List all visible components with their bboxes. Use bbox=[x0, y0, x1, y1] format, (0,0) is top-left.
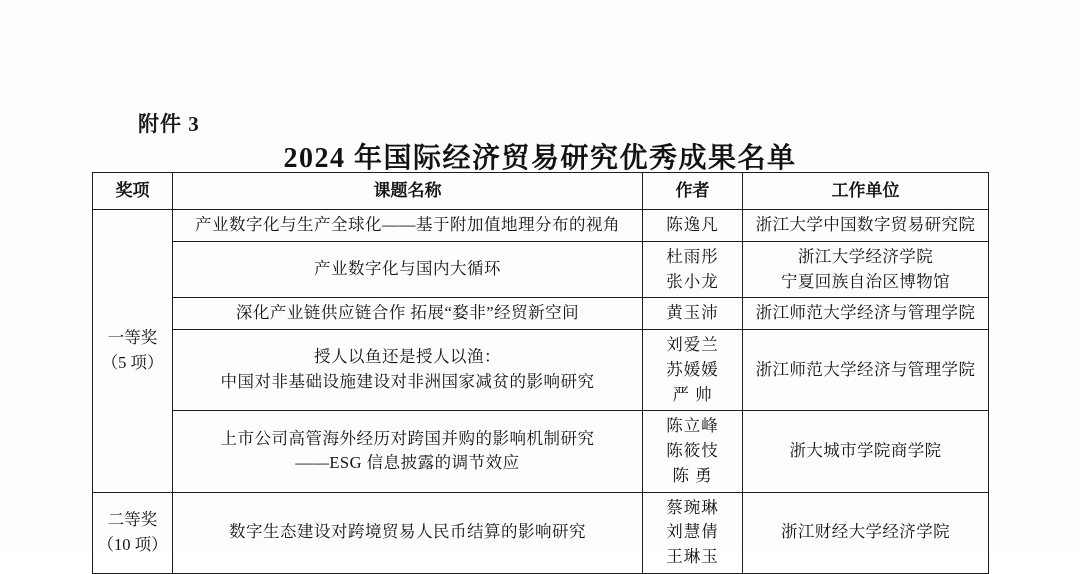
unit-cell bbox=[743, 210, 989, 242]
table-row bbox=[93, 492, 989, 573]
topic-line: ——ESG 信息披露的调节效应 bbox=[295, 453, 520, 473]
unit-cell bbox=[743, 492, 989, 573]
topic-cell bbox=[173, 210, 643, 242]
page-bottom-clip bbox=[0, 543, 1080, 549]
topic-cell bbox=[173, 298, 643, 330]
topic-line: 上市公司高管海外经历对跨国并购的影响机制研究 bbox=[220, 428, 595, 448]
author-name: 陈 勇 bbox=[672, 465, 713, 485]
author-cell bbox=[643, 411, 743, 492]
attachment-label: 附件 3 bbox=[138, 112, 200, 136]
table-row bbox=[93, 298, 989, 330]
topic-line: 中国对非基础设施建设对非洲国家减贫的影响研究 bbox=[220, 372, 595, 392]
column-header-topic: 课题名称 bbox=[173, 173, 643, 210]
table-row bbox=[93, 210, 989, 242]
unit-line: 浙江师范大学经济与管理学院 bbox=[755, 359, 976, 379]
author-name: 杜雨彤 bbox=[666, 246, 719, 266]
table-row bbox=[93, 330, 989, 411]
unit-line: 浙江财经大学经济学院 bbox=[781, 522, 950, 542]
author-cell bbox=[643, 330, 743, 411]
topic-cell bbox=[173, 241, 643, 298]
topic-line: 授人以鱼还是授人以渔： bbox=[314, 347, 501, 367]
table-row bbox=[93, 241, 989, 298]
author-cell bbox=[643, 492, 743, 573]
topic-line: 数字生态建设对跨境贸易人民币结算的影响研究 bbox=[229, 522, 586, 542]
page-title: 2024 年国际经济贸易研究优秀成果名单 bbox=[283, 143, 797, 174]
unit-cell bbox=[743, 298, 989, 330]
author-name: 严 帅 bbox=[672, 384, 713, 404]
author-name: 张小龙 bbox=[666, 271, 719, 291]
table-header-row bbox=[93, 173, 989, 210]
unit-line: 浙江大学经济学院 bbox=[797, 246, 934, 266]
unit-cell bbox=[743, 241, 989, 298]
topic-cell bbox=[173, 492, 643, 573]
column-header-author: 作者 bbox=[643, 173, 743, 210]
award-group-name: 一等奖 bbox=[107, 328, 158, 347]
award-group-cell bbox=[93, 492, 173, 573]
unit-cell bbox=[743, 330, 989, 411]
author-name: 王琳玉 bbox=[666, 547, 719, 566]
award-list-table bbox=[92, 172, 989, 574]
award-group-name: 二等奖 bbox=[107, 509, 158, 529]
author-cell bbox=[643, 210, 743, 242]
author-name: 黄玉沛 bbox=[666, 303, 719, 323]
column-header-unit: 工作单位 bbox=[743, 173, 989, 210]
topic-cell bbox=[173, 330, 643, 411]
author-name: 苏媛媛 bbox=[666, 359, 719, 379]
unit-line: 浙江大学中国数字贸易研究院 bbox=[755, 215, 976, 234]
topic-cell bbox=[173, 411, 643, 492]
topic-line: 产业数字化与国内大循环 bbox=[314, 259, 501, 279]
award-group-cell bbox=[93, 210, 173, 493]
author-cell bbox=[643, 241, 743, 298]
unit-line: 浙大城市学院商学院 bbox=[789, 441, 942, 460]
unit-cell bbox=[743, 411, 989, 492]
author-cell bbox=[643, 298, 743, 330]
author-name: 陈逸凡 bbox=[666, 215, 719, 234]
topic-line: 产业数字化与生产全球化——基于附加值地理分布的视角 bbox=[195, 215, 620, 234]
author-name: 陈立峰 bbox=[666, 416, 719, 436]
award-group-count: （5 项） bbox=[101, 352, 164, 372]
table-row bbox=[93, 411, 989, 492]
author-name: 蔡琬琳 bbox=[666, 497, 719, 517]
author-name: 刘慧倩 bbox=[666, 522, 719, 542]
author-name: 陈筱忮 bbox=[666, 441, 719, 460]
topic-line: 深化产业链供应链合作 拓展“婺非”经贸新空间 bbox=[235, 303, 580, 323]
award-group-count: （10 项） bbox=[97, 534, 168, 554]
unit-line: 宁夏回族自治区博物馆 bbox=[781, 271, 950, 291]
unit-line: 浙江师范大学经济与管理学院 bbox=[755, 303, 976, 323]
column-header-award: 奖项 bbox=[93, 173, 173, 210]
author-name: 刘爱兰 bbox=[666, 335, 719, 354]
